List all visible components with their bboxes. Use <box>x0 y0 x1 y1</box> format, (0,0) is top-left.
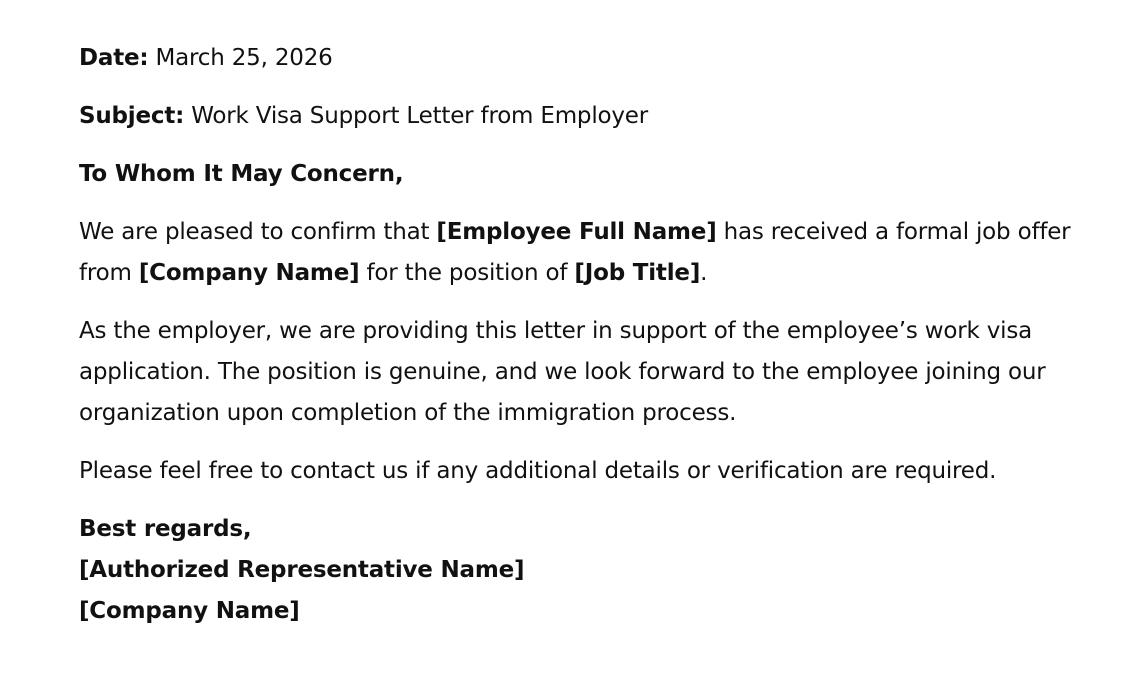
paragraph-contact: Please feel free to contact us if any additional details or verification are required. <box>79 458 997 484</box>
para1-text-2: has received a formal job offer from <box>79 219 1071 286</box>
date-label: Date: <box>79 45 149 71</box>
paragraph-confirmation <box>79 212 1089 294</box>
signature-block <box>79 509 1089 632</box>
signatory-company: [Company Name] <box>79 598 300 624</box>
job-title-placeholder: [Job Title] <box>574 260 701 286</box>
employee-name-placeholder: [Employee Full Name] <box>436 219 717 245</box>
company-name-placeholder: [Company Name] <box>138 260 360 286</box>
para1-text-3: for the position of <box>359 260 575 286</box>
para1-text-4: . <box>700 260 708 286</box>
closing-line: Best regards, <box>79 516 252 542</box>
date-line <box>79 38 1089 79</box>
para1-text-1: We are pleased to confirm that <box>79 219 437 245</box>
letter-document <box>79 38 1089 632</box>
paragraph-support: As the employer, we are providing this letter in support of the employee’s work visa application. The position is genuine, and we look forward to the employee joining our organization upon completion of the immigration process. <box>79 318 1046 426</box>
salutation: To Whom It May Concern, <box>79 161 404 187</box>
signatory-name: [Authorized Representative Name] <box>79 557 525 583</box>
subject-value: Work Visa Support Letter from Employer <box>184 103 648 129</box>
subject-line <box>79 96 1089 137</box>
subject-label: Subject: <box>79 103 185 129</box>
date-value: March 25, 2026 <box>148 45 333 71</box>
